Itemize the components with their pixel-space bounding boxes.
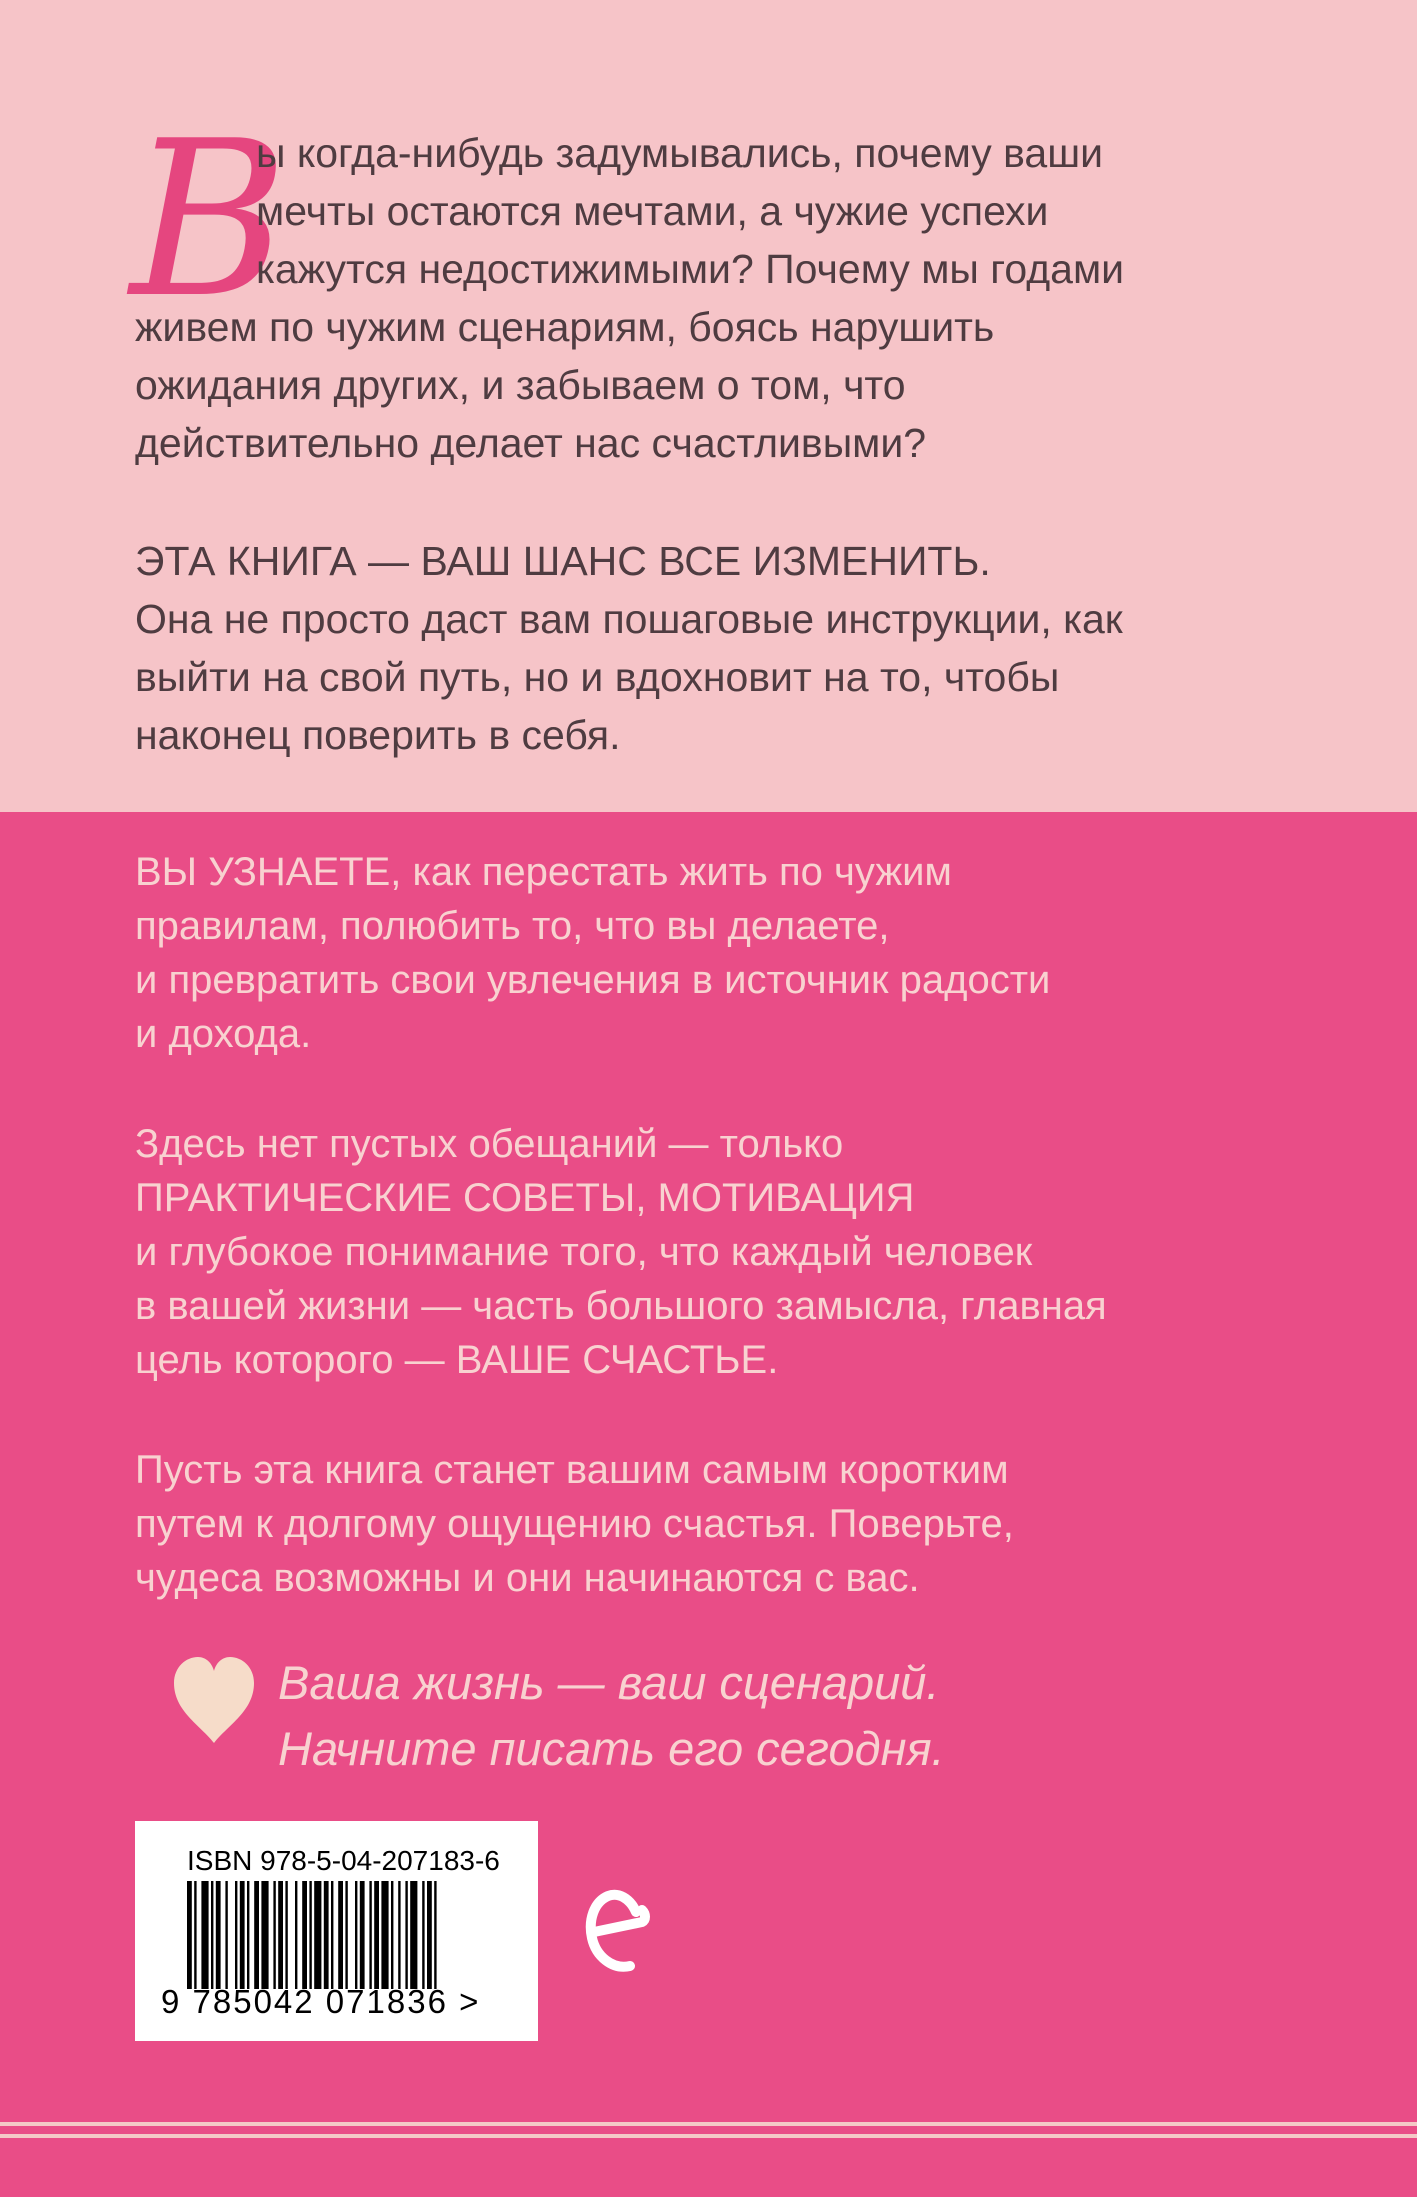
quote-line: Ваша жизнь — ваш сценарий. <box>278 1656 940 1709</box>
promises-line: и глубокое понимание того, что каждый человек <box>135 1230 1033 1274</box>
chance-line: Она не просто даст вам пошаговые инструкции, как <box>135 596 1123 642</box>
promises-line: цель которого — ВАШЕ СЧАСТЬЕ. <box>135 1338 779 1382</box>
closing-paragraph <box>135 1443 1014 1605</box>
heart-icon <box>170 1655 258 1745</box>
promises-line: Здесь нет пустых обещаний — только <box>135 1122 844 1166</box>
closing-line: путем к долгому ощущению счастья. Поверьте, <box>135 1502 1014 1546</box>
intro-paragraph <box>256 124 1124 298</box>
barcode-panel <box>135 1821 538 2041</box>
promises-line: в вашей жизни — часть большого замысла, главная <box>135 1284 1107 1328</box>
quote-block <box>278 1650 945 1782</box>
isbn-text: ISBN 978-5-04-207183-6 <box>187 1845 500 1876</box>
bottom-stripe <box>0 2122 1417 2126</box>
promises-line: ПРАКТИЧЕСКИЕ СОВЕТЫ, МОТИВАЦИЯ <box>135 1176 915 1220</box>
intro-line: действительно делает нас счастливыми? <box>135 420 927 466</box>
bottom-stripe <box>0 2134 1417 2138</box>
closing-line: Пусть эта книга станет вашим самым коротким <box>135 1448 1009 1492</box>
barcode-number: 9 785042 071836 > <box>161 1983 481 2020</box>
learn-line: правилам, полюбить то, что вы делаете, <box>135 904 890 948</box>
chance-line: наконец поверить в себя. <box>135 712 621 758</box>
intro-line: живем по чужим сценариям, боясь нарушить <box>135 304 995 350</box>
chance-line: выйти на свой путь, но и вдохновит на то, чтобы <box>135 654 1060 700</box>
chance-paragraph <box>135 532 1123 764</box>
learn-paragraph <box>135 845 1050 1061</box>
closing-line: чудеса возможны и они начинаются с вас. <box>135 1556 920 1600</box>
promises-paragraph <box>135 1117 1107 1387</box>
intro-line: кажутся недостижимыми? Почему мы годами <box>256 246 1125 292</box>
intro-line: мечты остаются мечтами, а чужие успехи <box>256 188 1049 234</box>
intro-line: ы когда-нибудь задумывались, почему ваши <box>256 130 1104 176</box>
publisher-logo-icon <box>582 1882 652 1982</box>
intro-line: ожидания других, и забываем о том, что <box>135 362 906 408</box>
chance-line: ЭТА КНИГА — ВАШ ШАНС ВСЕ ИЗМЕНИТЬ. <box>135 538 991 584</box>
learn-line: и превратить свои увлечения в источник радости <box>135 958 1051 1002</box>
intro-paragraph-continued <box>135 298 994 472</box>
learn-line: и дохода. <box>135 1012 312 1056</box>
quote-line: Начните писать его сегодня. <box>278 1722 945 1775</box>
dropcap-letter: В <box>130 94 288 345</box>
barcode-bars <box>187 1881 507 1989</box>
learn-line: ВЫ УЗНАЕТЕ, как перестать жить по чужим <box>135 850 952 894</box>
